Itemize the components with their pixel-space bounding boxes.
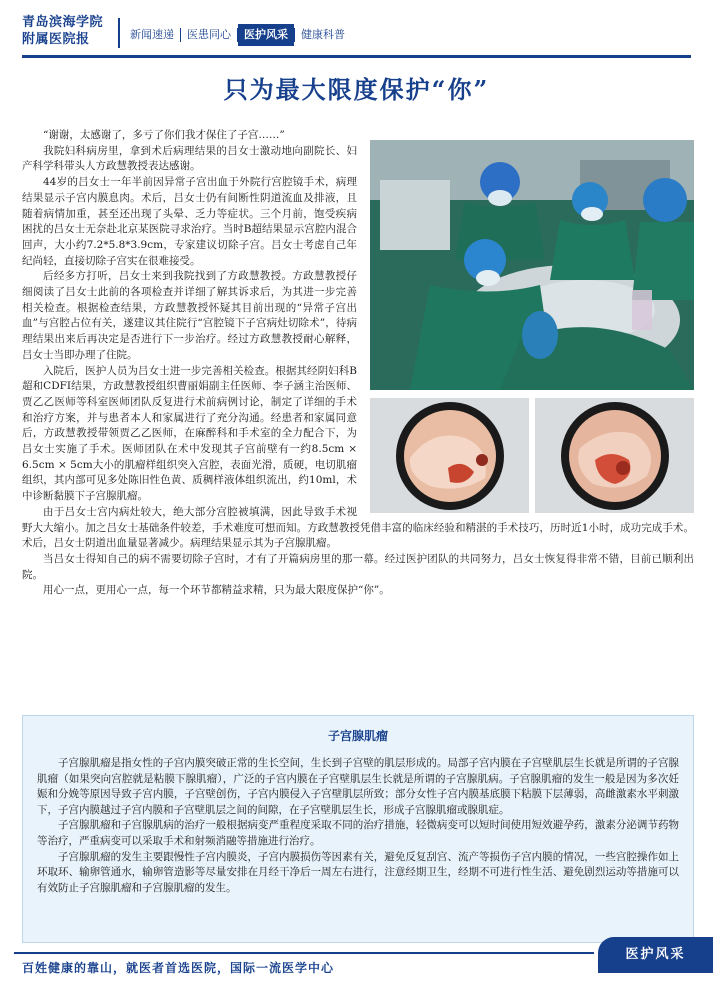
- knowledge-box-body: [37, 756, 679, 896]
- article-paragraph: 入院后，医护人员为吕女士进一步完善相关检查。根据其经阴妇科B超和CDFI结果，方政慧教授组织曹丽娟副主任医师、李子涵主治医师、贾乙乙医师等科室医师团队反复进行术前病例讨论，制定了详细的手术和治疗方案，并与患者本人和家属进行了充分沟通。经患者和家属同意后，方政慧教授带领贾乙乙医师，在麻醉科和手术室的全力配合下，为吕女士实施了手术。医师团队在术中发现其子宫前壁有一约8.5cm × 6.5cm × 5cm大小的肌瘤样组织突入宫腔，表面光滑，质硬，电切肌瘤组织，其内部可见多处陈旧性色黄、质稠样液体组织流出，约10ml，术中诊断黏膜下子宫腺肌瘤。: [22, 364, 357, 503]
- photo-group: [370, 140, 694, 513]
- article-paragraph: 44岁的吕女士一年半前因异常子宫出血于外院行宫腔镜手术，病理结果显示子宫内膜息肉。术后，吕女士仍有间断性阴道流血及排液，且随着病情加重，甚至还出现了头晕、乏力等症状。三个月前，饱受疾病困扰的吕女士无奈赴北京某医院寻求治疗。当时B超结果显示宫腔内混合回声，大小约7.2*5.8*3.9cm，专家建议切除子宫。吕女士考虑自己年纪尚轻，直接切除子宫实在很难接受。: [22, 176, 357, 267]
- knowledge-paragraph: 子宫腺肌瘤的发生主要跟慢性子宫内膜炎，子宫内膜损伤等因素有关，避免反复刮宫、流产等损伤子宫内膜的情况，一些宫腔操作如上环取环、输卵管通水，输卵管造影等尽量安排在月经干净后一周左右进行，注意经期卫生，经期不可进行性生活、避免剧烈运动等措施可以有效防止子宫腺肌瘤和子宫腺肌瘤的发生。: [37, 850, 679, 894]
- knowledge-paragraph: 子宫腺肌瘤是指女性的子宫内膜突破正常的生长空间，生长到子宫壁的肌层形成的。局部子宫内膜在子宫壁肌层生长就是所谓的子宫腺肌瘤（如果突向宫腔就是粘膜下腺肌瘤），广泛的子宫内膜在子宫壁肌层生长就是所谓的子宫腺肌病。子宫腺肌瘤的发生一般是因为多次妊娠和分娩等原因导致子宫内膜，子宫壁创伤，子宫内膜侵入子宫壁肌层所致；部分女性子宫内膜基底膜下粘膜下层薄弱，高雌激素水平刺激下，子宫内膜越过子宫内膜和子宫壁肌层之间的间隙，在子宫壁肌层生长，形成子宫腺肌瘤或腺肌症。: [37, 757, 679, 816]
- footer-slogan: 百姓健康的靠山，就医者首选医院，国际一流医学中心: [22, 961, 335, 975]
- surgery-photo: [370, 140, 694, 390]
- nav-news[interactable]: 新闻速递: [130, 28, 174, 41]
- nav-doctor-patient[interactable]: 医患同心: [187, 28, 231, 41]
- article-paragraph: 用心一点，更用心一点，每一个环节都精益求精，只为最大限度保护“你”。: [43, 584, 390, 597]
- knowledge-box-title: 子宫腺肌瘤: [327, 729, 388, 743]
- nav-health-education[interactable]: 健康科普: [301, 28, 345, 41]
- knowledge-box: [22, 715, 694, 943]
- endoscopy-image-1: [370, 398, 529, 513]
- article-paragraph: 由于吕女士宫内病灶较大，绝大部分宫腔被填满，因此导致手术视野大大缩小。加之吕女士基础条件较差，手术难度可想而知。方政慧教授凭借丰富的临床经验和精湛的手术技巧，历时近1小时，成功完成手术。术后，吕女士阴道出血量显著减少。病理结果显示其为子宫腺肌瘤。: [22, 505, 694, 550]
- article-title: 只为最大限度保护“你”: [223, 75, 490, 104]
- header-rule: [22, 55, 691, 58]
- page-header: [0, 0, 713, 62]
- article-paragraph: 后经多方打听，吕女士来到我院找到了方政慧教授。方政慧教授仔细阅读了吕女士此前的各项检查并详细了解其诉求后，为其进一步完善相关检查。根据检查结果，方政慧教授怀疑其目前出现的“异常子宫出血”与宫腔占位有关，遂建议其住院行“宫腔镜下子宫病灶切除术”，待病理结果出来后再决定是否进行下一步治疗。经过方政慧教授耐心解释，吕女士当即办理了住院。: [22, 270, 357, 361]
- article-body: [22, 128, 694, 599]
- masthead-line-2: 附属医院报: [22, 32, 90, 47]
- nav-medical-staff[interactable]: 医护风采: [238, 24, 294, 46]
- masthead-line-1: 青岛滨海学院: [22, 15, 104, 30]
- section-nav: [124, 24, 351, 46]
- surgery-photo-illustration: [370, 140, 694, 390]
- endoscopy-image-2: [535, 398, 694, 513]
- article-paragraph: “谢谢，太感谢了，多亏了你们我才保住了子宫……”: [43, 129, 285, 141]
- newspaper-masthead: [22, 14, 118, 48]
- endoscopy-illustration-2: [535, 398, 694, 513]
- article-paragraph: 当吕女士得知自己的病不需要切除子宫时，才有了开篇病房里的那一幕。经过医护团队的共同努力，吕女士恢复得非常不错，目前已顺利出院。: [22, 552, 694, 581]
- footer-rule: [14, 952, 594, 954]
- endoscopy-illustration-1: [370, 398, 529, 513]
- article-paragraph: 我院妇科病房里，拿到术后病理结果的吕女士激动地向副院长、妇产科学科带头人方政慧教授表达感谢。: [22, 144, 357, 173]
- masthead-divider: [118, 18, 120, 48]
- knowledge-paragraph: 子宫腺肌瘤和子宫腺肌病的治疗一般根据病变严重程度采取不同的治疗措施，轻微病变可以短时间使用短效避孕药，激素分泌调节药物等治疗，严重病变可以采取手术和射频消融等措施进行治疗。: [37, 819, 679, 847]
- section-tag: 医护风采: [598, 937, 713, 973]
